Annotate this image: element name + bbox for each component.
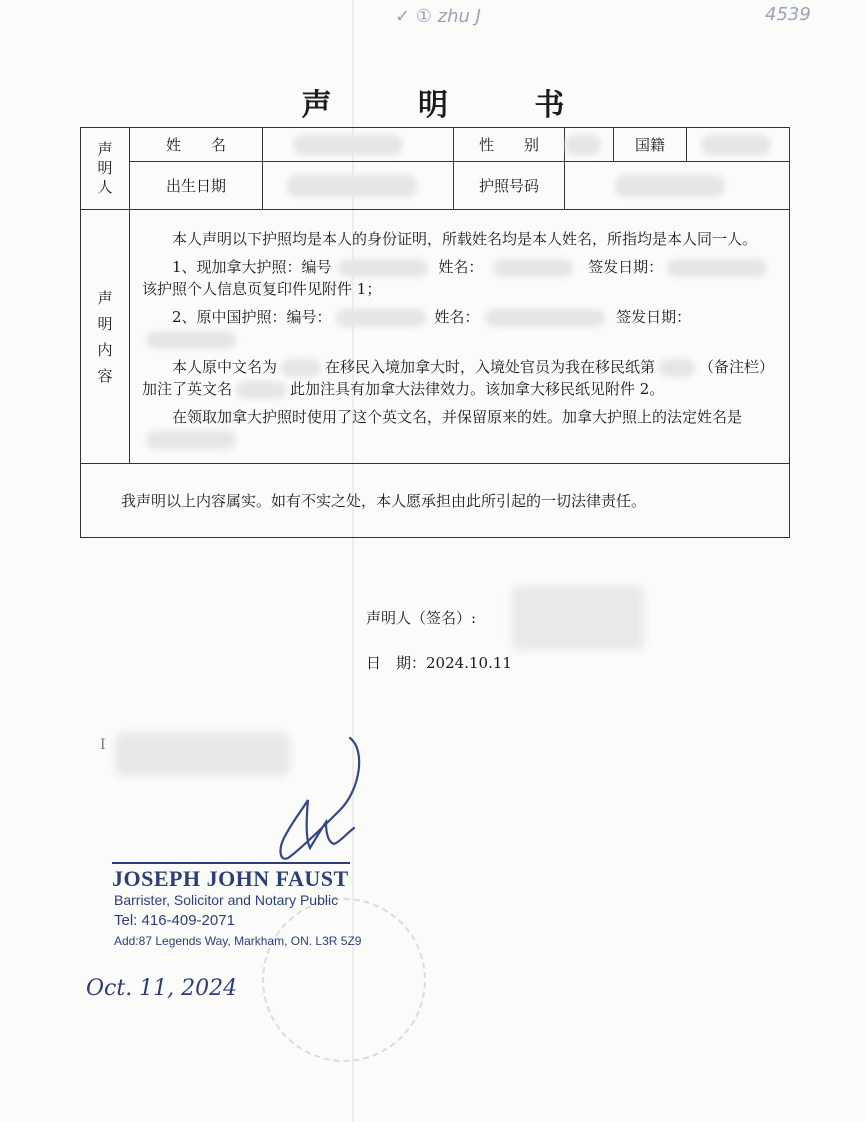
notary-text-redacted — [115, 732, 290, 776]
page-title: 声 明 书 — [301, 88, 603, 123]
gender-label: 性 别 — [454, 128, 565, 162]
notary-signature — [270, 730, 370, 880]
passport-value — [565, 162, 790, 210]
signature-label: 声明人（签名）: — [366, 609, 477, 627]
dob-value — [263, 162, 454, 210]
declaration-content — [130, 210, 790, 464]
notary-line-fragment: I — [100, 737, 106, 753]
top-handwritten-marks: ✓ ① zhu J — [395, 6, 481, 27]
content-section-label: 声明内容 — [81, 210, 130, 464]
passport-label: 护照号码 — [454, 162, 565, 210]
nationality-value — [687, 128, 790, 162]
content-para-4: 在领取加拿大护照时使用了这个英文名，并保留原来的姓。加拿大护照上的法定姓名是 — [142, 406, 779, 450]
notary-tel: Tel: 416-409-2071 — [114, 912, 235, 929]
gender-value — [565, 128, 614, 162]
content-item-1: 1、现加拿大护照：编号 姓名： 签发日期： — [142, 256, 779, 278]
notary-title: Barrister, Solicitor and Notary Public — [114, 892, 339, 908]
date-value: 2024.10.11 — [426, 654, 512, 672]
content-item-1-tail: 该护照个人信息页复印件见附件 1； — [142, 279, 382, 298]
notary-name: JOSEPH JOHN FAUST — [112, 866, 349, 891]
declaration-table — [80, 127, 790, 538]
notary-seal — [262, 898, 426, 1062]
truth-statement: 我声明以上内容属实。如有不实之处，本人愿承担由此所引起的一切法律责任。 — [81, 464, 790, 538]
notary-address: Add:87 Legends Way, Markham, ON. L3R 5Z9 — [114, 934, 362, 948]
top-handwritten-number: 4539 — [765, 4, 811, 25]
content-para-1: 本人声明以下护照均是本人的身份证明，所载姓名均是本人姓名，所指均是本人同一人。 — [172, 229, 758, 248]
dob-label: 出生日期 — [130, 162, 263, 210]
handwritten-date: Oct. 11, 2024 — [86, 976, 238, 1001]
name-label: 姓 名 — [130, 128, 263, 162]
signature-redacted — [512, 586, 644, 650]
declarant-section-label: 声明人 — [81, 128, 130, 210]
name-value — [263, 128, 454, 162]
notary-stamp-rule — [112, 862, 350, 864]
content-item-2: 2、原中国护照：编号： 姓名： 签发日期： — [142, 306, 779, 350]
date-row: 日 期：2024.10.11 — [366, 654, 512, 672]
content-para-3: 本人原中文名为 在移民入境加拿大时，入境处官员为我在移民纸第 （备注栏）加注了英文名 此加注具有加拿大法律效力。该加拿大移民纸见附件 2。 — [142, 357, 775, 398]
nationality-label: 国籍 — [614, 128, 687, 162]
